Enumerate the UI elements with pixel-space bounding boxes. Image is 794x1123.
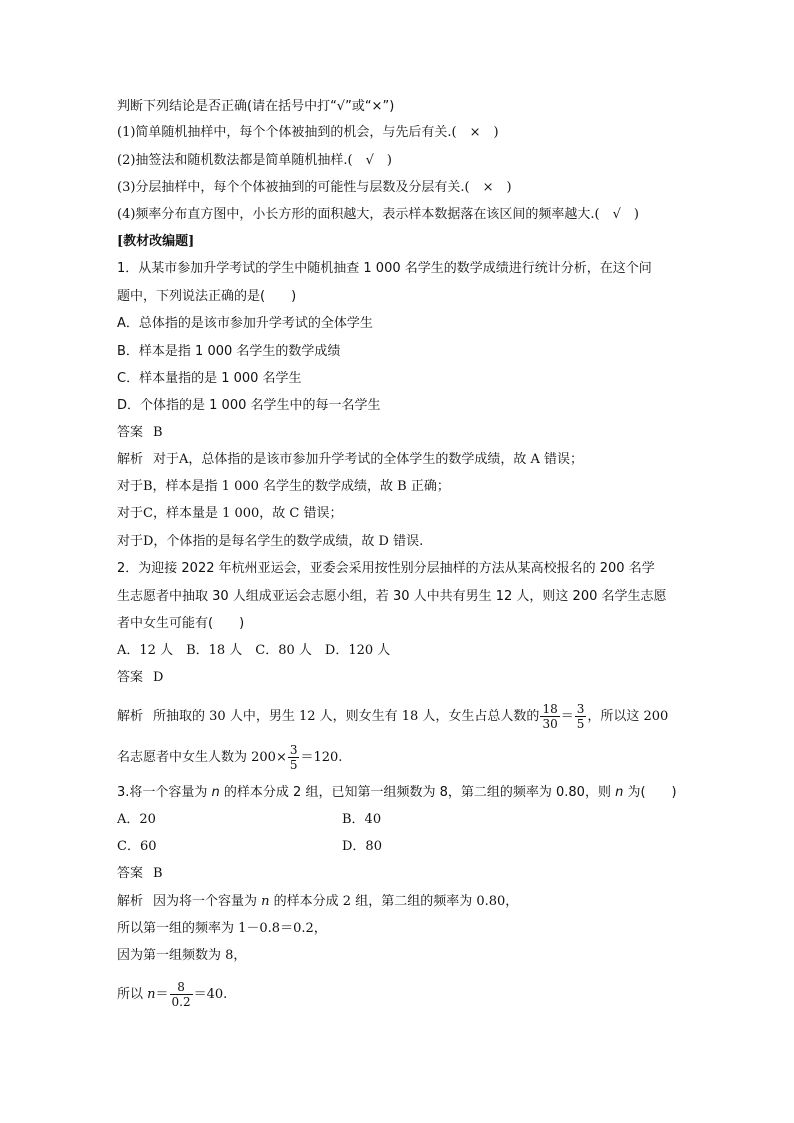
q2-analysis-1	[117, 702, 668, 732]
q1-analysis-text-1: 对于A，总体指的是该市参加升学考试的全体学生的数学成绩，故 A 错误；	[153, 452, 584, 467]
q2-stem-line-1: 2．为迎接 2022 年杭州亚运会，亚委会采用按性别分层抽样的方法从某高校报名的 200 名学	[117, 561, 655, 576]
q1-option-a: A．总体指的是该市参加升学考试的全体学生	[117, 316, 373, 331]
q3-analysis-text-1: 因为将一个容量为	[153, 894, 262, 909]
q3-options-row-2	[117, 838, 382, 856]
q3-answer-value: B	[153, 866, 163, 881]
q3-answer	[117, 865, 163, 883]
analysis-label: 解析	[117, 709, 144, 724]
fraction-denominator: 5	[289, 758, 298, 772]
q3-option-b: B．40	[342, 812, 382, 827]
q1-analysis-1	[117, 451, 583, 469]
fraction-denominator: 30	[542, 717, 558, 731]
judge-heading: 判断下列结论是否正确(请在括号中打“√”或“×”)	[117, 99, 395, 114]
q3-analysis-1	[117, 893, 518, 911]
judge-item-1: (1)简单随机抽样中，每个个体被抽到的机会，与先后有关.( × )	[117, 125, 499, 140]
answer-label: 答案	[117, 866, 144, 881]
equals-sign: ＝	[155, 987, 169, 1002]
q3-analysis-2: 所以第一组的频率为 1－0.8＝0.2，	[117, 921, 327, 936]
q3-stem-part-2: 的样本分成 2 组，已知第一组频数为 8，第二组的频率为 0.80，则	[219, 785, 616, 800]
judge-item-2: (2)抽签法和随机数法都是简单随机抽样.( √ )	[117, 153, 392, 168]
fraction-3-5	[575, 702, 587, 731]
fraction-numerator: 8	[170, 980, 193, 995]
q2-stem-line-3: 者中女生可能有( )	[117, 616, 245, 631]
q1-answer	[117, 424, 163, 442]
judge-item-4: (4)频率分布直方图中，小长方形的面积越大，表示样本数据落在该区间的频率越大.( √ )	[117, 207, 639, 222]
q3-options-row-1	[117, 811, 382, 829]
q1-analysis-2: 对于B，样本是指 1 000 名学生的数学成绩，故 B 正确；	[117, 479, 450, 494]
q3-analysis-text-4-end: ＝40.	[193, 987, 228, 1002]
fraction-denominator: 0.2	[171, 995, 191, 1009]
q3-analysis-4	[117, 980, 227, 1010]
q3-stem-part-1: 3.将一个容量为	[117, 785, 212, 800]
q2-answer	[117, 669, 163, 687]
q1-answer-value: B	[153, 425, 163, 440]
q2-answer-value: D	[153, 670, 164, 685]
analysis-label: 解析	[117, 894, 144, 909]
q1-stem-line-1: 1．从某市参加升学考试的学生中随机抽查 1 000 名学生的数学成绩进行统计分析，在这个问	[117, 261, 652, 276]
q2-analysis-text-2-end: ＝120.	[300, 750, 343, 765]
variable-n: n	[147, 987, 156, 1002]
q3-option-d: D．80	[342, 839, 382, 854]
q1-option-c: C．样本量指的是 1 000 名学生	[117, 371, 302, 386]
q3-analysis-text-1-end: 的样本分成 2 组，第二组的频率为 0.80，	[269, 894, 519, 909]
q1-option-b: B．样本是指 1 000 名学生的数学成绩	[117, 344, 341, 359]
q3-analysis-3: 因为第一组频数为 8，	[117, 948, 247, 963]
q3-analysis-text-4: 所以	[117, 987, 148, 1002]
variable-n: n	[615, 785, 624, 800]
q2-options: A．12 人 B．18 人 C．80 人 D．120 人	[117, 643, 391, 658]
section-tag: [教材改编题]	[117, 234, 195, 249]
judge-item-3: (3)分层抽样中，每个个体被抽到的可能性与层数及分层有关.( × )	[117, 180, 512, 195]
answer-label: 答案	[117, 425, 144, 440]
q1-option-d: D．个体指的是 1 000 名学生中的每一名学生	[117, 398, 381, 413]
fraction-numerator: 3	[576, 702, 585, 716]
q1-stem-line-2: 题中，下列说法正确的是( )	[117, 289, 297, 304]
fraction-denominator: 5	[576, 717, 585, 731]
q1-analysis-3: 对于C，样本量是 1 000，故 C 错误；	[117, 506, 343, 521]
q2-analysis-text-1-end: ，所以这 200	[587, 709, 669, 724]
q3-option-c: C．60	[117, 839, 157, 854]
q2-stem-line-2: 生志愿者中抽取 30 人组成亚运会志愿小组，若 30 人中共有男生 12 人，则这 200 名学生志愿	[117, 589, 667, 604]
equals-sign: ＝	[560, 709, 574, 724]
analysis-label: 解析	[117, 452, 144, 467]
q3-stem-part-3: 为( )	[623, 785, 677, 800]
q3-stem	[117, 784, 677, 802]
q2-analysis-2	[117, 743, 342, 773]
q2-analysis-text-1: 所抽取的 30 人中，男生 12 人，则女生有 18 人，女生占总人数的	[153, 709, 540, 724]
q3-option-a: A．20	[117, 812, 156, 827]
fraction-3-5	[288, 743, 300, 772]
answer-label: 答案	[117, 670, 144, 685]
fraction-numerator: 3	[289, 743, 298, 757]
variable-n: n	[261, 894, 270, 909]
fraction-18-30	[540, 702, 559, 731]
fraction-numerator: 18	[542, 702, 558, 716]
fraction-8-0.2	[170, 980, 193, 1009]
variable-n: n	[211, 785, 220, 800]
q1-analysis-4: 对于D，个体指的是每名学生的数学成绩，故 D 错误.	[117, 534, 424, 549]
q2-analysis-text-2: 名志愿者中女生人数为 200×	[117, 750, 287, 765]
